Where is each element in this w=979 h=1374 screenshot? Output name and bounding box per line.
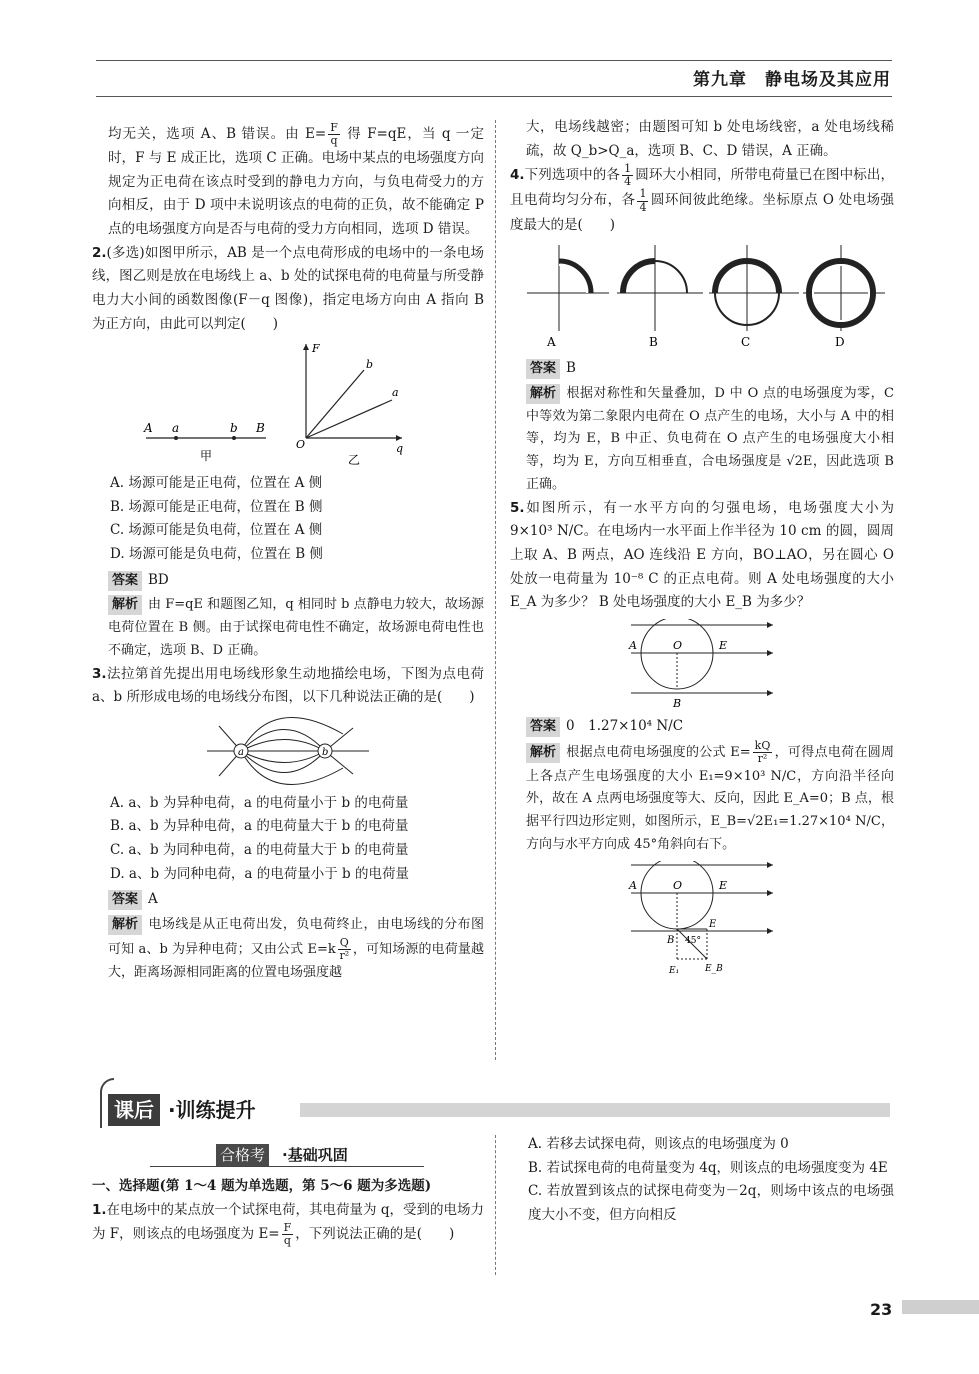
label-line-b: b: [366, 358, 374, 372]
svg-text:B: B: [667, 934, 675, 946]
text: 得 F=qE，当 q 一定: [341, 126, 484, 143]
fraction: $\frac{F}{q}$: [330, 121, 338, 148]
bottom-left-column: [92, 1175, 484, 1247]
charge-a-label: a: [238, 746, 244, 758]
option-D: D. 场源可能是负电荷，位置在 B 侧: [110, 546, 323, 563]
label-A: A: [144, 421, 153, 436]
section-gray-bar: [300, 1103, 890, 1117]
q3-options: [92, 792, 484, 887]
fraction: $\frac{1}{4}$: [624, 162, 632, 189]
label-b: b: [230, 421, 238, 436]
left-column: [92, 122, 484, 985]
label-B: B: [256, 421, 265, 436]
option-C: C. a、b 为同种电荷，a 的电荷量大于 b 的电荷量: [110, 842, 409, 859]
fraction: $\frac{Q}{\text{r²}}$: [339, 935, 350, 962]
exercise-1: 1.在电场中的某点放一个试探电荷，其电荷量为 q，受到的电场力为 F，则该点的电场强度为 E= $\frac{F}{q}$ ，下列说法正确的是( ): [92, 1201, 484, 1248]
svg-text:A: A: [547, 335, 556, 350]
q5-answer: 答案 0 1.27×10⁴ N/C: [510, 715, 894, 739]
q2-analysis: 解析 由 F=qE 和题图乙知，q 相同时 b 点静电力较大，故场源电荷位置在 B 侧。由于试探电荷电性不确定，故场源电荷电性也不确定，选项 B、D 正确。: [108, 597, 484, 658]
label-q: q: [396, 442, 404, 456]
column-divider-bottom: [495, 1135, 496, 1275]
q4-analysis: 解析 根据对称性和矢量叠加，D 中 O 点的电场强度为零，C 中等效为第二象限内电荷在 O 点产生的电场，大小与 A 中的相等，均为 E，B 中正、负电荷在 O 点产生的电场强度大小相等，均为 E，方向互相垂直，合电场强度是 √2E，因此选项 B 正确。: [526, 385, 894, 492]
svg-text:A: A: [629, 638, 637, 652]
svg-text:45°: 45°: [685, 935, 701, 946]
charge-b-label: b: [322, 746, 329, 758]
page-number: 23: [870, 1300, 893, 1319]
exercise-heading: 一、选择题(第 1～4 题为单选题，第 5～6 题为多选题): [92, 1178, 432, 1194]
svg-text:D: D: [835, 335, 845, 350]
ring-option-B: [617, 245, 703, 349]
section-tag: 课后: [108, 1094, 160, 1126]
question-4: 4.下列选项中的各 $\frac{1}{4}$ 圆环大小相同，所带电荷量已在图中标出，且电荷均匀分布，各 $\frac{1}{4}$ 圆环间彼此绝缘。坐标原点 O 处电场强度最大的是( ): [510, 162, 895, 233]
svg-text:E_B: E_B: [705, 963, 723, 974]
chapter-title: 第九章 静电场及其应用: [693, 70, 891, 90]
label-F: F: [312, 342, 320, 356]
right-column: [510, 116, 894, 981]
q3-analysis-continued: 大，电场线越密；由题图可知 b 处电场线密，a 处电场线稀疏，故 Q_b>Q_a，选项 B、C、D 错误，A 正确。: [526, 119, 894, 159]
q5-analysis: 解析 根据点电荷电场强度的公式 E= $\frac{kQ}{\text{r²}}$ ，可得点电荷在圆周上各点产生电场强度的大小 E₁=9×10³ N/C，方向沿半径向外，故在 A 点两电场强度等大、反向，因此 E_A=0；B 点，根据平行四边形定则，如图所示，E_B=√2E₁=1.27×10⁴ N/C，方向与水平方向成 45°角斜向右下。: [526, 739, 894, 852]
svg-text:E₁: E₁: [669, 965, 680, 976]
option-A: A. 场源可能是正电荷，位置在 A 侧: [110, 475, 323, 492]
q3-field-lines-figure: [203, 714, 373, 788]
label-yi: 乙: [348, 453, 361, 468]
bottom-right-column: [510, 1133, 894, 1228]
fraction: $\frac{F}{q}$: [283, 1221, 292, 1248]
ring-option-C: [709, 245, 799, 349]
svg-text:B: B: [649, 335, 658, 350]
subsection-rule: [150, 1166, 424, 1167]
option-B: B. a、b 为异种电荷，a 的电荷量大于 b 的电荷量: [110, 818, 409, 835]
q3-analysis: 解析 电场线是从正电荷出发，负电荷终止，由电场线的分布图可知 a、b 为异种电荷；又由公式 E=k $\frac{Q}{\text{r²}}$ ，可知场源的电荷量越大，距离场源相同距离的位置电场强度越: [108, 916, 484, 980]
q2-options: [92, 472, 484, 567]
section-header: [100, 1090, 892, 1130]
svg-text:E: E: [719, 878, 728, 892]
option-B: B. 场源可能是正电荷，位置在 B 侧: [110, 498, 323, 515]
subsection-header: [150, 1142, 424, 1168]
ring-option-A: [527, 245, 609, 349]
svg-text:E: E: [719, 638, 728, 652]
q4-answer: 答案 B: [510, 357, 894, 381]
svg-text:O: O: [673, 878, 683, 892]
svg-text:C: C: [741, 335, 751, 350]
section-title: ·训练提升: [168, 1098, 256, 1122]
svg-text:B: B: [673, 696, 682, 710]
option-A: A. a、b 为异种电荷，a 的电荷量小于 b 的电荷量: [110, 794, 409, 811]
q5-figure-2: [627, 861, 777, 977]
header-rule-top: [96, 60, 892, 61]
column-divider: [495, 120, 496, 1060]
text: 均无关，选项 A、B 错误。由 E=: [108, 126, 327, 143]
option-A: A. 若移去试探电荷，则该点的电场强度为 0: [528, 1136, 789, 1152]
option-B: B. 若试探电荷的电荷量变为 4q，则该点的电场强度变为 4E: [528, 1159, 888, 1176]
header-rule-bottom: [96, 96, 892, 97]
svg-text:O: O: [673, 638, 683, 652]
option-C: C. 若放置到该点的试探电荷变为－2q，则场中该点的电场强度大小不变，但方向相反: [528, 1183, 894, 1223]
question-5: 5.如图所示，有一水平方向的匀强电场，电场强度大小为 9×10³ N/C。在电场内一水平面上作半径为 10 cm 的圆，圆周上取 A、B 两点，AO 连线沿 E 方向，BO⊥AO，另在圆心 O 处放一电荷量为 10⁻⁸ C 的正点电荷。则 A 处电场强度的大小 E_A 为多少？ B 处电场强度的大小 E_B 为多少？: [510, 499, 894, 611]
subsection-tag: 合格考: [216, 1144, 269, 1166]
text: 时，F 与 E 成正比，选项 C 正确。电场中某点的电场强度方向规定为正电荷在该点时受到的静电力方向，与负电荷受力的方向相反，由于 D 项中未说明该点的电荷的正负，故不能确定 P 点的电场强度方向是否与电荷的受力方向相同，选项 D 错误。: [108, 150, 484, 238]
analysis-continued: [92, 122, 484, 242]
q2-answer: 答案 BD: [92, 569, 484, 593]
q4-rings-figure: [517, 241, 887, 353]
label-line-a: a: [392, 386, 399, 400]
label-a: a: [172, 421, 180, 436]
q3-answer: 答案 A: [92, 888, 484, 912]
question-3: 3.法拉第首先提出用电场线形象生动地描绘电场，下图为点电荷 a、b 所形成电场的电场线分布图，以下几种说法正确的是( ): [92, 665, 484, 706]
option-C: C. 场源可能是负电荷，位置在 A 侧: [110, 522, 323, 539]
q2-figure: [138, 340, 438, 468]
svg-text:A: A: [629, 878, 637, 892]
q5-figure-1: [627, 619, 777, 711]
question-2: 2.(多选)如图甲所示，AB 是一个点电荷形成的电场中的一条电场线，图乙则是放在电场线上 a、b 处的试探电荷的电荷量与所受静电力大小间的函数图像(F－q 图像)，指定电场方向由 A 指向 B 为正方向，由此可以判定( ): [92, 244, 484, 332]
ring-option-D: [803, 245, 885, 349]
label-O: O: [296, 438, 306, 452]
fraction: $\frac{kQ}{\text{r²}}$: [754, 739, 771, 766]
subsection-title: ·基础巩固: [282, 1146, 348, 1164]
fraction: $\frac{1}{4}$: [639, 187, 647, 214]
option-D: D. a、b 为同种电荷，a 的电荷量小于 b 的电荷量: [110, 865, 409, 882]
page-number-bar: [902, 1300, 979, 1314]
svg-text:E: E: [709, 918, 717, 930]
label-jia: 甲: [200, 449, 213, 464]
